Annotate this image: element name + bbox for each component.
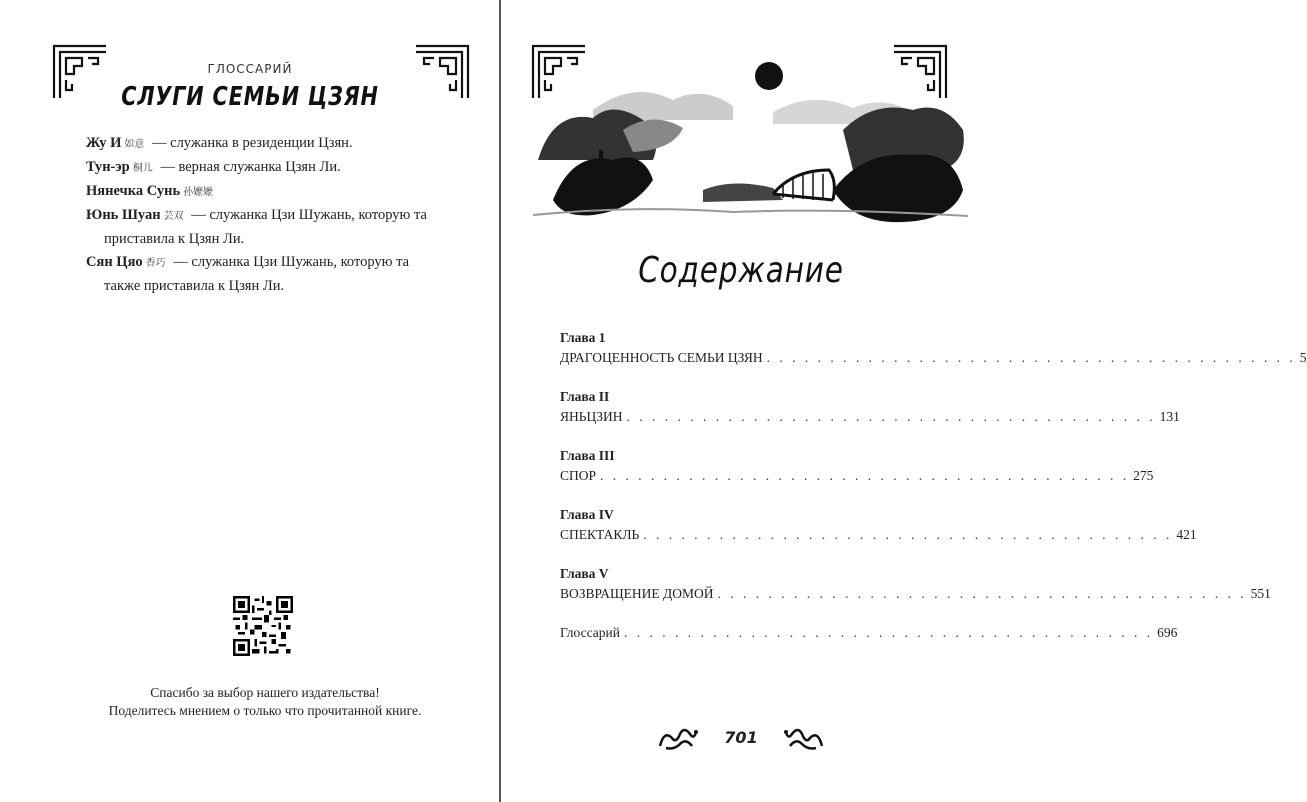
- toc-title: Содержание: [638, 250, 844, 291]
- entry-name: Юнь Шуан: [86, 207, 161, 223]
- entry-hanzi: 孙嬷嬷: [183, 187, 214, 198]
- moon-icon: [755, 62, 783, 90]
- left-page: [0, 0, 500, 802]
- glossary-entry: [86, 132, 456, 156]
- toc-page-number: 696: [1157, 625, 1178, 640]
- qr-code-icon[interactable]: [233, 596, 293, 656]
- toc-glossary-title: Глоссарий: [560, 625, 620, 640]
- landscape-illustration: [533, 40, 968, 228]
- toc-leader: . . . . . . . . . . . . . . . . . . . . . . . . . . . . . . . . . . . . . . . . . .: [623, 625, 1154, 640]
- entry-name: Нянечка Сунь: [86, 183, 181, 199]
- entry-desc: — служанка в резиденции Цзян.: [148, 135, 353, 151]
- table-of-contents: [560, 330, 1307, 664]
- toc-leader: . . . . . . . . . . . . . . . . . . . . . . . . . . . . . . . . . . . . . . . . . .: [600, 468, 1130, 483]
- glossary-entry: [86, 204, 456, 251]
- entry-desc: — служанка Цзи Шужань, которую та: [187, 207, 427, 223]
- entry-desc-continued: приставила к Цзян Ли.: [104, 231, 245, 247]
- glossary-entry: [86, 251, 456, 298]
- glossary-entry: [86, 156, 456, 180]
- toc-entry[interactable]: [560, 507, 1197, 547]
- toc-chapter-label: Глава IV: [560, 507, 614, 522]
- entry-desc-continued: также приставила к Цзян Ли.: [104, 278, 285, 294]
- glossary-heading: СЛУГИ СЕМЬИ ЦЗЯН: [121, 82, 379, 112]
- toc-chapter-title: СПОР: [560, 468, 597, 483]
- entry-hanzi: 芸双: [163, 211, 184, 222]
- toc-chapter-label: Глава V: [560, 566, 609, 581]
- toc-leader: . . . . . . . . . . . . . . . . . . . . . . . . . . . . . . . . . . . . . . . . . .: [717, 586, 1247, 601]
- dragon-icon: [782, 724, 826, 752]
- entry-hanzi: 桐儿: [132, 163, 153, 174]
- toc-page-number: 275: [1133, 468, 1154, 483]
- toc-leader: . . . . . . . . . . . . . . . . . . . . . . . . . . . . . . . . . . . . . . . . . .: [766, 350, 1296, 365]
- toc-chapter-title: СПЕКТАКЛЬ: [560, 527, 640, 542]
- right-page: [501, 0, 1307, 802]
- page-footer: [656, 724, 826, 754]
- toc-page-number: 131: [1159, 409, 1180, 424]
- toc-entry[interactable]: [560, 389, 1180, 429]
- thanks-line: Спасибо за выбор нашего издательства!: [150, 685, 380, 700]
- toc-leader: . . . . . . . . . . . . . . . . . . . . . . . . . . . . . . . . . . . . . . . . . .: [626, 409, 1156, 424]
- thanks-message: [0, 684, 530, 720]
- section-label: ГЛОССАРИЙ: [207, 62, 293, 76]
- toc-page-number: 421: [1176, 527, 1197, 542]
- toc-page-number: 5: [1299, 350, 1307, 365]
- entry-desc: — служанка Цзи Шужань, которую та: [169, 254, 410, 270]
- entry-hanzi: 如意: [124, 139, 145, 150]
- thanks-line: Поделитесь мнением о только что прочитанной книге.: [108, 703, 422, 718]
- toc-chapter-label: Глава II: [560, 389, 610, 404]
- dragon-icon: [656, 724, 700, 752]
- toc-entry[interactable]: [560, 448, 1154, 488]
- entry-name: Сян Цяо: [86, 254, 143, 270]
- page-number: 701: [724, 728, 758, 747]
- toc-chapter-label: Глава 1: [560, 330, 606, 345]
- toc-chapter-title: ВОЗВРАЩЕНИЕ ДОМОЙ: [560, 586, 714, 601]
- entry-name: Жу И: [86, 135, 122, 151]
- toc-page-number: 551: [1250, 586, 1271, 601]
- glossary-entries: [86, 132, 456, 298]
- toc-chapter-title: ЯНЬЦЗИН: [560, 409, 623, 424]
- entry-hanzi: 香巧: [145, 258, 166, 269]
- toc-entry[interactable]: [560, 330, 1307, 370]
- entry-desc: — верная служанка Цзян Ли.: [156, 159, 341, 175]
- toc-entry[interactable]: [560, 625, 1178, 645]
- glossary-entry: [86, 180, 456, 204]
- toc-leader: . . . . . . . . . . . . . . . . . . . . . . . . . . . . . . . . . . . . . . . . . .: [643, 527, 1173, 542]
- toc-chapter-title: ДРАГОЦЕННОСТЬ СЕМЬИ ЦЗЯН: [560, 350, 763, 365]
- entry-name: Тун-эр: [86, 159, 130, 175]
- toc-chapter-label: Глава III: [560, 448, 615, 463]
- toc-entry[interactable]: [560, 566, 1271, 606]
